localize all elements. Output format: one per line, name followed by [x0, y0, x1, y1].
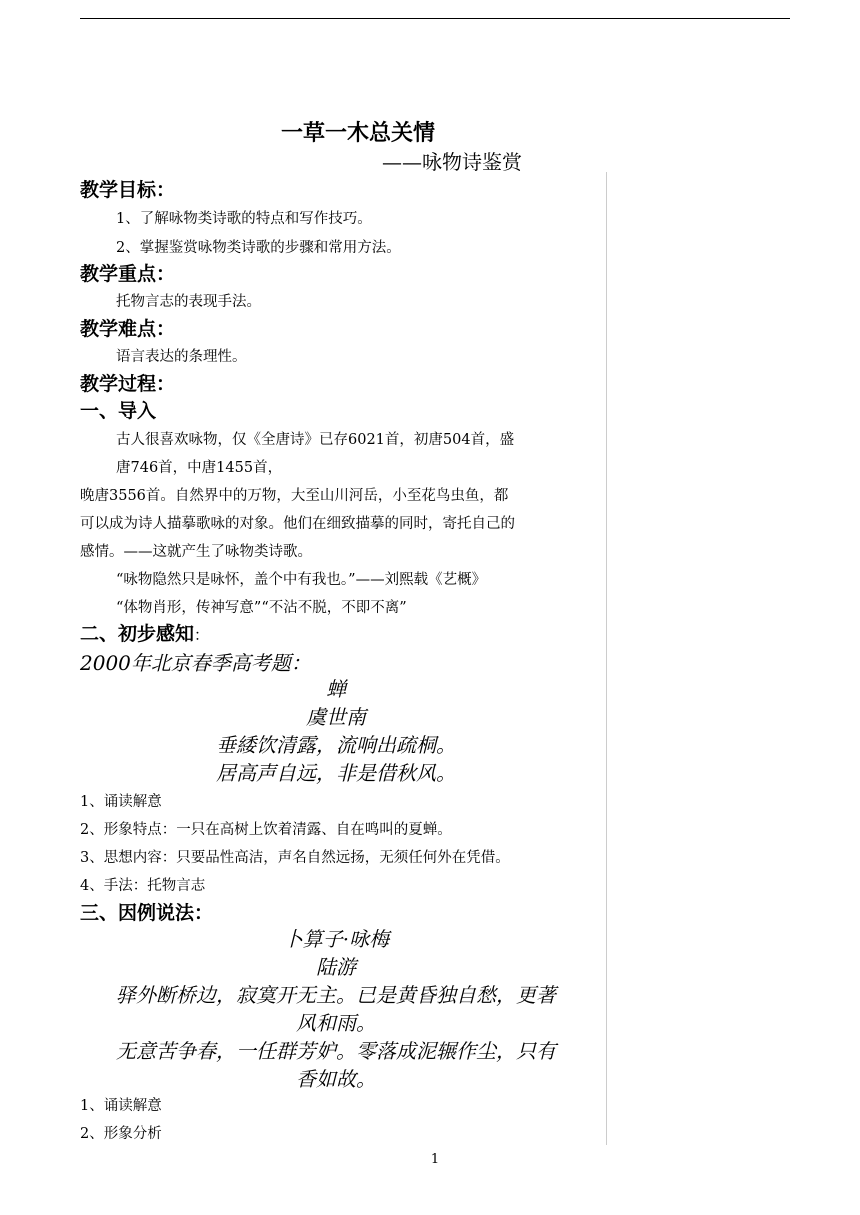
key-heading: 教学重点： — [80, 263, 176, 285]
poem-author: 陆游 — [316, 955, 356, 979]
poem-line: 香如故。 — [296, 1067, 376, 1091]
example-item: 1、诵读解意 — [80, 1098, 162, 1114]
example-heading: 三、因例说法： — [80, 902, 214, 924]
intro-quote: “咏物隐然只是咏怀，盖个中有我也。”——刘熙载《艺概》 — [116, 572, 487, 588]
poem-line: 风和雨。 — [296, 1011, 376, 1035]
goals-heading: 教学目标： — [80, 179, 176, 201]
process-heading: 教学过程： — [80, 373, 176, 395]
intro-line: 晚唐3556首。自然界中的万物，大至山川河岳，小至花鸟虫鱼，都 — [80, 488, 509, 504]
poem-author: 虞世南 — [306, 705, 366, 729]
document-title: 一草一木总关情 — [280, 121, 435, 146]
exam-label: 2000年北京春季高考题： — [80, 651, 311, 675]
margin-line — [606, 172, 607, 1145]
perception-item: 2、形象特点：一只在高树上饮着清露、自在鸣叫的夏蝉。 — [80, 822, 452, 838]
intro-line: 感情。——这就产生了咏物类诗歌。 — [80, 544, 312, 560]
header-rule — [80, 18, 790, 19]
intro-quote: “体物肖形，传神写意”“不沾不脱，不即不离” — [116, 600, 407, 616]
poem-line: 无意苦争春，一任群芳妒。零落成泥辗作尘，只有 — [116, 1039, 556, 1063]
goal-item: 2、掌握鉴赏咏物类诗歌的步骤和常用方法。 — [116, 240, 401, 256]
key-text: 托物言志的表现手法。 — [116, 294, 261, 310]
document-subtitle: ——咏物诗鉴赏 — [382, 150, 522, 174]
example-item: 2、形象分析 — [80, 1126, 162, 1142]
goal-item: 1、了解咏物类诗歌的特点和写作技巧。 — [116, 211, 372, 227]
intro-heading: 一、导入 — [80, 400, 157, 422]
page-number: 1 — [430, 1152, 440, 1167]
poem-title: 蝉 — [326, 677, 346, 701]
poem-line: 居高声自远，非是借秋风。 — [216, 761, 456, 785]
difficulty-heading: 教学难点： — [80, 318, 176, 340]
perception-heading — [80, 619, 209, 646]
poem-line: 驿外断桥边，寂寞开无主。已是黄昏独自愁，更著 — [116, 983, 556, 1007]
intro-line: 古人很喜欢咏物，仅《全唐诗》已存6021首，初唐504首，盛 — [116, 432, 515, 448]
poem-line: 垂緌饮清露，流响出疏桐。 — [216, 733, 456, 757]
perception-item: 3、思想内容：只要品性高洁，声名自然远扬，无须任何外在凭借。 — [80, 850, 510, 866]
perception-heading-text: 二、初步感知 — [80, 623, 195, 645]
intro-line: 唐746首，中唐1455首， — [116, 460, 283, 476]
poem-title: 卜算子·咏梅 — [282, 927, 390, 951]
perception-item: 4、手法：托物言志 — [80, 878, 206, 894]
perception-item: 1、诵读解意 — [80, 794, 162, 810]
difficulty-text: 语言表达的条理性。 — [116, 349, 247, 365]
intro-line: 可以成为诗人描摹歌咏的对象。他们在细致描摹的同时，寄托自己的 — [80, 516, 515, 532]
perception-heading-colon: ： — [194, 626, 210, 644]
